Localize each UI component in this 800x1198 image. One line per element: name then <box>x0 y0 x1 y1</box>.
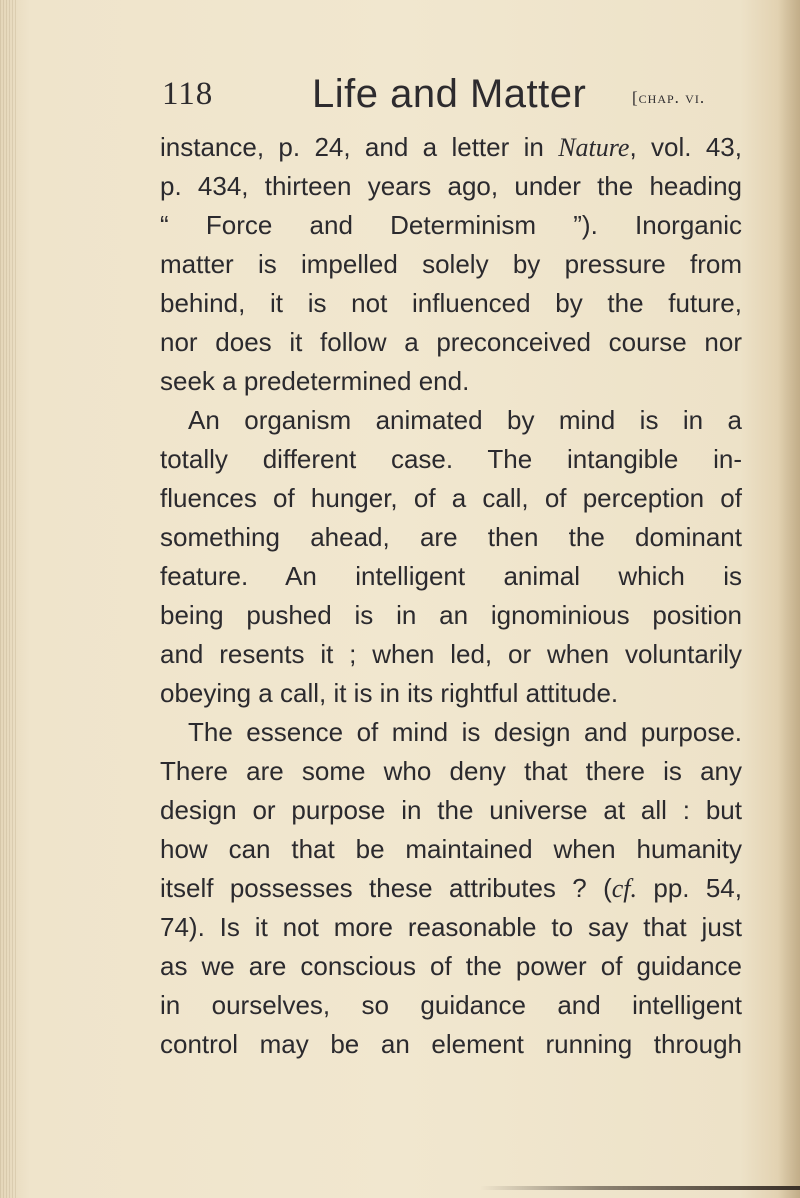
running-title: Life and Matter <box>312 72 587 116</box>
text-line: instance, p. 24, and a letter in Nature, vol. 43, <box>160 132 742 162</box>
text-line: feature. An intelligent animal which is <box>160 561 742 591</box>
text-line: something ahead, are then the dominant <box>160 522 742 552</box>
text-line: fluences of hunger, of a call, of perception of <box>160 483 742 513</box>
text-line: design or purpose in the universe at all : but <box>160 795 742 825</box>
body-text <box>160 128 742 1064</box>
text-line: being pushed is in an ignominious position <box>160 600 742 630</box>
page-bottom-edge <box>480 1186 800 1190</box>
text-line: how can that be maintained when humanity <box>160 834 742 864</box>
text-line: obeying a call, it is in its rightful attitude. <box>160 678 619 708</box>
text-line: 74). Is it not more reasonable to say that just <box>160 912 742 942</box>
text-line: control may be an element running through <box>160 1029 742 1059</box>
text-line: There are some who deny that there is any <box>160 756 742 786</box>
text-line: behind, it is not influenced by the future, <box>160 288 742 318</box>
text-line: The essence of mind is design and purpose. <box>188 717 742 747</box>
text-line: and resents it ; when led, or when voluntarily <box>160 639 742 669</box>
text-line: in ourselves, so guidance and intelligent <box>160 990 742 1020</box>
page-gutter-shadow <box>0 0 18 1198</box>
chapter-reference: [chap. vi. <box>632 88 706 107</box>
text-line: An organism animated by mind is in a <box>188 405 742 435</box>
text-line: totally different case. The intangible in- <box>160 444 742 474</box>
text-line: “ Force and Determinism ”). Inorganic <box>160 210 742 240</box>
page-number: 118 <box>162 76 214 112</box>
text-line: nor does it follow a preconceived course nor <box>160 327 742 357</box>
text-line: seek a predetermined end. <box>160 366 470 396</box>
running-header <box>162 72 762 122</box>
text-line: p. 434, thirteen years ago, under the heading <box>160 171 742 201</box>
text-line: matter is impelled solely by pressure from <box>160 249 742 279</box>
page-edge-shadow <box>778 0 800 1198</box>
text-line: as we are conscious of the power of guidance <box>160 951 742 981</box>
text-line: itself possesses these attributes ? (cf. pp. 54, <box>160 873 742 903</box>
